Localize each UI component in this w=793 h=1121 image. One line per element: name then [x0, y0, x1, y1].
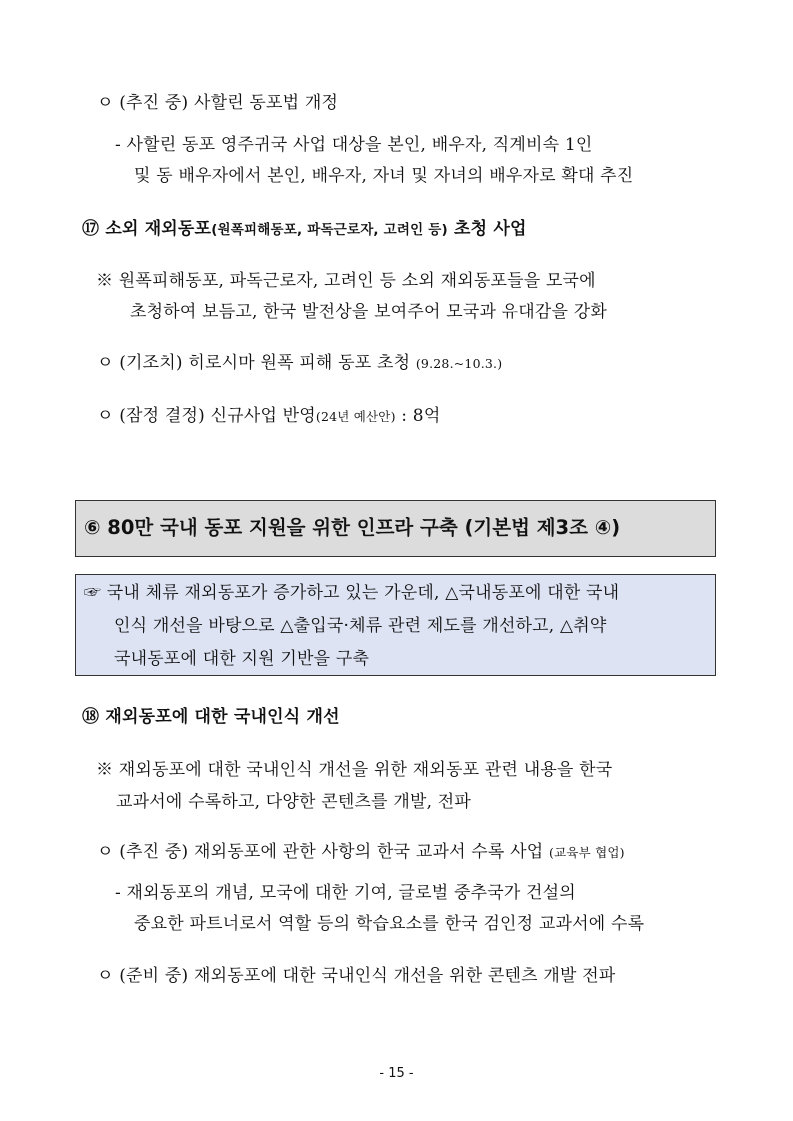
- heading-17-number: ⑰: [82, 219, 100, 239]
- heading-18-number: ⑱: [82, 707, 100, 727]
- bullet-item-new-project-note: (24년 예산안): [315, 409, 396, 424]
- summary-line-1: ☞ 국내 체류 재외동포가 증가하고 있는 가운데, △국내동포에 대한 국내: [84, 583, 620, 603]
- bullet-item-textbook-text: ㅇ (추진 중) 재외동포에 관한 사항의 한국 교과서 수록 사업: [97, 842, 544, 862]
- summary-line-2: 인식 개선을 바탕으로 △출입국·체류 관련 제도를 개선하고, △취약: [114, 616, 607, 636]
- note-item-invitation-2: 초청하여 보듬고, 한국 발전상을 보여주어 모국과 유대감을 강화: [130, 302, 608, 322]
- note-item-awareness-2: 교과서에 수록하고, 다양한 콘텐츠를 개발, 전파: [116, 792, 472, 812]
- page-number: - 15 -: [379, 1066, 414, 1081]
- heading-18-text: 재외동포에 대한 국내인식 개선: [105, 707, 340, 727]
- note-item-invitation-1: ※ 원폭피해동포, 파독근로자, 고려인 등 소외 재외동포들을 모국에: [96, 271, 596, 291]
- heading-17-tail: 초청 사업: [454, 219, 527, 239]
- heading-17-paren: (원폭피해동포, 파독근로자, 고려인 등): [211, 222, 448, 238]
- bullet-item-hiroshima: [97, 352, 502, 375]
- section-6-title: ⑥ 80만 국내 동포 지원을 위한 인프라 구축 (기본법 제3조 ④): [84, 516, 621, 539]
- heading-17: [82, 218, 527, 241]
- bullet-item-hiroshima-text: ㅇ (기조치) 히로시마 원폭 피해 동포 초청: [97, 353, 411, 373]
- sub-item-sakhalin-scope-1: - 사할린 동포 영주귀국 사업 대상을 본인, 배우자, 직계비속 1인: [115, 135, 593, 155]
- bullet-item-new-project-text: ㅇ (잠정 결정) 신규사업 반영: [97, 406, 316, 426]
- heading-17-main: 소외 재외동포: [105, 219, 212, 239]
- heading-18: [82, 706, 340, 728]
- summary-line-3: 국내동포에 대한 지원 기반을 구축: [114, 649, 370, 669]
- bullet-item-textbook-note: (교육부 협업): [549, 845, 625, 860]
- bullet-item-content: ㅇ (준비 중) 재외동포에 대한 국내인식 개선을 위한 콘텐츠 개발 전파: [97, 966, 616, 986]
- sub-item-textbook-1: - 재외동포의 개념, 모국에 대한 기여, 글로벌 중추국가 건설의: [115, 883, 576, 903]
- bullet-item-new-project-amount: : 8억: [401, 406, 441, 426]
- bullet-item-new-project: [97, 405, 440, 428]
- bullet-item-hiroshima-date: (9.28.~10.3.): [415, 356, 503, 371]
- sub-item-textbook-2: 중요한 파트너로서 역할 등의 학습요소를 한국 검인정 교과서에 수록: [134, 914, 645, 934]
- bullet-item-sakhalin-law: ㅇ (추진 중) 사할린 동포법 개정: [97, 93, 339, 113]
- note-item-awareness-1: ※ 재외동포에 대한 국내인식 개선을 위한 재외동포 관련 내용을 한국: [96, 760, 613, 780]
- sub-item-sakhalin-scope-2: 및 동 배우자에서 본인, 배우자, 자녀 및 자녀의 배우자로 확대 추진: [134, 166, 634, 186]
- bullet-item-textbook: [97, 841, 625, 864]
